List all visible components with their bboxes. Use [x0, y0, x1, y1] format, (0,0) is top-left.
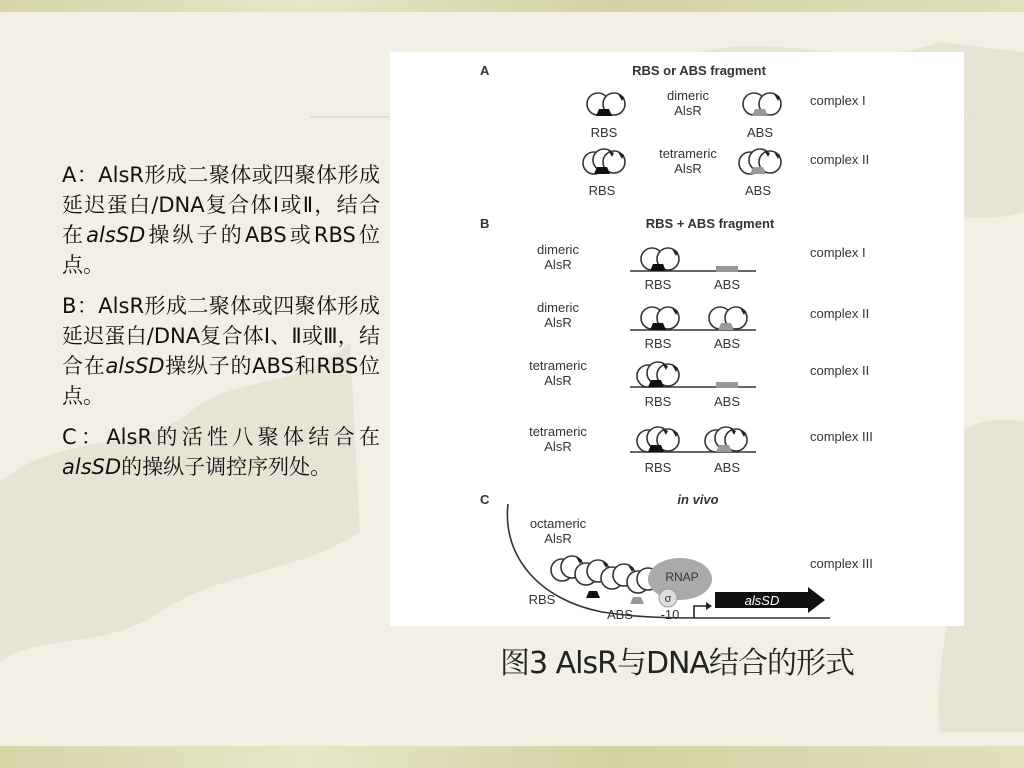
panel-a-abs-label-1: ABS	[746, 125, 774, 140]
panel-a-complex-2: complex II	[810, 152, 870, 167]
paragraph-b: B：AlsR形成二聚体或四聚体形成延迟蛋白/DNA复合体Ⅰ、Ⅱ或Ⅲ，结合在alsSD操纵子的ABS和RBS位点。	[62, 294, 380, 408]
panel-b-title: RBS + ABS fragment	[645, 216, 775, 231]
panel-a-abs-label-2: ABS	[744, 183, 772, 198]
panel-b-row2-complex: complex II	[810, 306, 870, 321]
panel-b-row1-dimer	[641, 248, 679, 271]
panel-b-row2-rbs: RBS	[644, 336, 672, 351]
panel-a-complex-1: complex I	[810, 93, 866, 108]
panel-a-rbs-label-1: RBS	[590, 125, 618, 140]
panel-b-row3-alsr: AlsR	[544, 373, 572, 388]
panel-a-title: RBS or ABS fragment	[632, 63, 766, 78]
panel-a-dimer-abs	[743, 93, 781, 116]
panel-b-row1-complex: complex I	[810, 245, 866, 260]
panel-a-tetrameric-label: tetrameric	[659, 146, 717, 161]
panel-b-row3-abs: ABS	[713, 394, 741, 409]
panel-b-row4-complex: complex III	[810, 429, 873, 444]
panel-b-row2-alsr: AlsR	[544, 315, 572, 330]
panel-c-rbs: RBS	[528, 592, 556, 607]
panel-b-row1-abs: ABS	[713, 277, 741, 292]
panel-b-row4-alsr: AlsR	[544, 439, 572, 454]
panel-b-row3-complex: complex II	[810, 363, 870, 378]
panel-b-row4-tetramer-abs	[705, 427, 747, 452]
panel-b-row2-label: dimeric	[537, 300, 579, 315]
panel-b-row4-rbs: RBS	[644, 460, 672, 475]
panel-b-row3-label: tetrameric	[529, 358, 587, 373]
panel-b-row3-tetramer	[637, 362, 679, 387]
panel-a-tetramer-rbs	[583, 149, 625, 174]
panel-a-dimeric-label: dimeric	[667, 88, 709, 103]
tss-arrow	[694, 606, 706, 618]
panel-c-octamer	[551, 556, 659, 604]
panel-c-rnap: RNAP	[665, 570, 699, 584]
panel-b-row2-abs: ABS	[713, 336, 741, 351]
panel-b-row2-dimer-rbs	[641, 307, 679, 330]
panel-c-sigma: σ	[664, 593, 672, 605]
panel-b-row4-label: tetrameric	[529, 424, 587, 439]
panel-b-row3-rbs: RBS	[644, 394, 672, 409]
paragraph-a: A：AlsR形成二聚体或四聚体形成延迟蛋白/DNA复合体Ⅰ或Ⅱ，结合在alsSD操纵子的ABS或RBS位点。	[62, 163, 381, 277]
paragraph-c: C：AlsR的活性八聚体结合在alsSD的操纵子调控序列处。	[62, 425, 380, 479]
panel-a-tetrameric-alsr: AlsR	[674, 161, 702, 176]
panel-b-row1-abs-site	[716, 266, 738, 272]
panel-a-dimer-rbs	[587, 93, 625, 116]
panel-c-letter: C	[480, 492, 490, 507]
panel-c-minus10: -10	[660, 607, 680, 622]
panel-a-rbs-label-2: RBS	[588, 183, 616, 198]
panel-b-row1-rbs: RBS	[644, 277, 672, 292]
figure-caption: 图3 AlsR与DNA结合的形式	[499, 646, 855, 681]
panel-b-row1-label: dimeric	[537, 242, 579, 257]
panel-c-title: in vivo	[677, 492, 719, 507]
panel-b-row4-tetramer-rbs	[637, 427, 679, 452]
panel-c-octameric-alsr: AlsR	[544, 531, 572, 546]
panel-b-row3-abs-site	[716, 382, 738, 388]
panel-a-dimeric-alsr: AlsR	[674, 103, 702, 118]
panel-b-row4-abs: ABS	[713, 460, 741, 475]
panel-c-gene: alsSD	[744, 593, 780, 608]
panel-b-letter: B	[480, 216, 490, 231]
panel-b-row1-alsr: AlsR	[544, 257, 572, 272]
panel-c-octameric-label: octameric	[529, 516, 587, 531]
binding-diagram-figure	[390, 52, 964, 626]
panel-a-tetramer-abs	[739, 149, 781, 174]
description-text	[62, 160, 380, 493]
panel-c-complex: complex III	[810, 556, 873, 571]
bottom-decor-band	[0, 746, 1024, 768]
panel-a-letter: A	[480, 63, 490, 78]
panel-b-row2-dimer-abs	[709, 307, 747, 330]
panel-c-abs: ABS	[606, 607, 634, 622]
top-decor-band	[0, 0, 1024, 12]
